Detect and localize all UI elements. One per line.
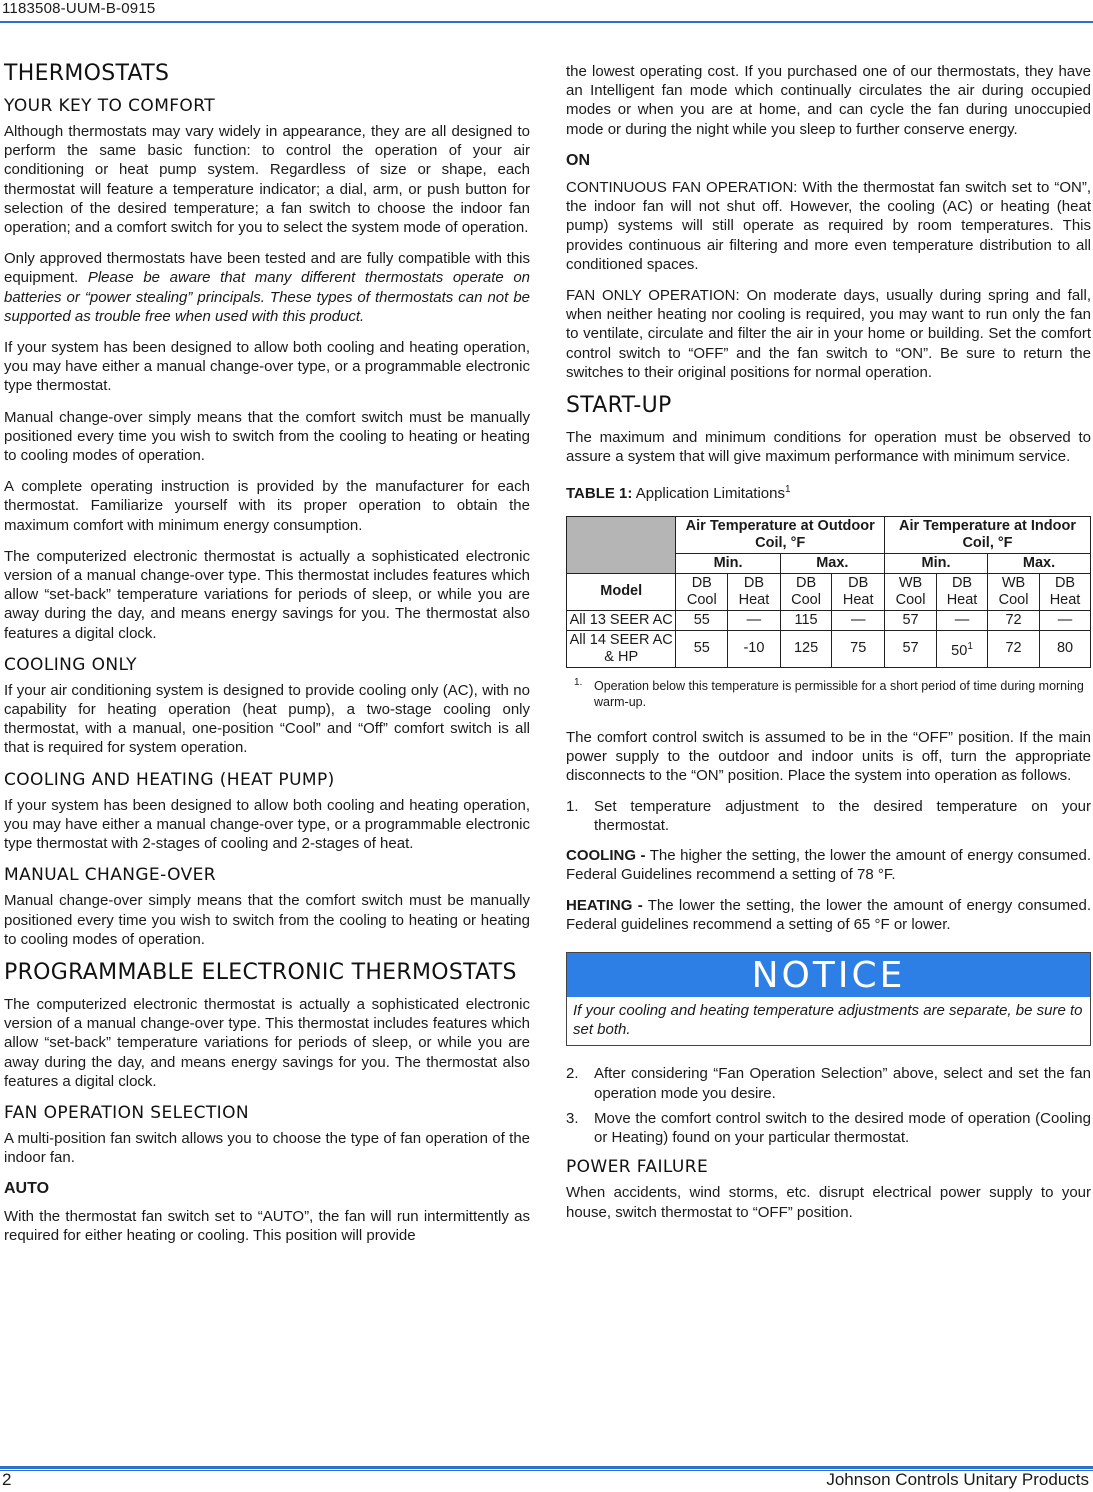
paragraph: Manual change-over simply means that the comfort switch must be manually positioned every time you wish to switch from the cooling to heating or heating to cooling modes of operation. <box>4 892 530 948</box>
indoor-coil-header: Air Temperature at Indoor Coil, °F <box>885 516 1091 553</box>
table-cell: 72 <box>987 630 1039 667</box>
paragraph: Although thermostats may vary widely in appearance, they are all designed to perform the same basic function: to control the operation of your air conditioning or heat pump system. Regardless of size or shape, each thermostat will feature a temperature indicator; a dial, arm, or push button for selection of the desired temperature; a fan switch to choose the indoor fan operation; and a comfort switch for you to select the system mode of operation. <box>4 123 530 237</box>
heading-cooling-only: COOLING ONLY <box>4 654 137 675</box>
section-title-programmable: PROGRAMMABLE ELECTRONIC THERMOSTATS <box>4 959 517 985</box>
subcol-header: DB Heat <box>728 573 781 610</box>
page-number: 2 <box>2 1470 12 1489</box>
outdoor-max-header: Max. <box>780 553 884 573</box>
left-column <box>4 58 530 1257</box>
notice-box <box>566 952 1091 1046</box>
subcol-header: WB Cool <box>885 573 937 610</box>
table-cell: 115 <box>780 610 832 630</box>
section-title-start-up: START-UP <box>566 393 672 419</box>
table-row <box>567 610 1091 630</box>
table-cell: 55 <box>676 610 728 630</box>
paragraph: A complete operating instruction is provided by the manufacturer for each thermostat. Familiarize yourself with its proper operation to obtain the maximum comfort with minimum energy consumption. <box>4 478 530 534</box>
table-cell: — <box>1040 610 1091 630</box>
heading-cooling-and-heating: COOLING AND HEATING (HEAT PUMP) <box>4 769 335 790</box>
subcol-header: DB Cool <box>676 573 728 610</box>
heading-manual-change-over: MANUAL CHANGE-OVER <box>4 865 216 886</box>
paragraph: A multi-position fan switch allows you to choose the type of fan operation of the indoor fan. <box>4 1129 530 1167</box>
table-cell: 55 <box>676 630 728 667</box>
paragraph: FAN ONLY OPERATION: On moderate days, usually during spring and fall, when neither heating nor cooling is required, you may want to run only the fan to ventilate, circulate and filter the air in your home or building. Set the comfort control switch to “OFF” and the fan switch to “ON”. Be sure to return the switches to their original positions for normal operation. <box>566 287 1091 381</box>
startup-steps <box>566 797 1091 835</box>
heading-on: ON <box>566 151 590 169</box>
table-cell: 57 <box>885 610 937 630</box>
header-rule <box>0 21 1093 23</box>
table-cell: -10 <box>728 630 781 667</box>
heading-auto: AUTO <box>4 1180 50 1198</box>
outdoor-min-header: Min. <box>676 553 780 573</box>
subcol-header: DB Heat <box>937 573 988 610</box>
subcol-header: DB Heat <box>1040 573 1091 610</box>
table-cell: All 13 SEER AC <box>567 610 676 630</box>
subcol-header: DB Heat <box>832 573 885 610</box>
heading-power-failure: POWER FAILURE <box>566 1157 709 1178</box>
table-cell: 80 <box>1040 630 1091 667</box>
paragraph: CONTINUOUS FAN OPERATION: With the thermostat fan switch set to “ON”, the indoor fan will not shut off. However, the cooling (AC) or heating (heat pump) systems will still operate as required by room temperatures. This provides continuous air filtering and more even temperature distribution to all conditioned spaces. <box>566 179 1091 273</box>
paragraph: With the thermostat fan switch set to “AUTO”, the fan will run intermittently as required for either heating or cooling. This position will provide <box>4 1207 530 1244</box>
section-title-thermostats: THERMOSTATS <box>4 61 170 86</box>
list-item: 3. Move the comfort control switch to the desired mode of operation (Cooling or Heating) found on your particular thermostat. <box>566 1109 1091 1147</box>
subcol-header: WB Cool <box>987 573 1039 610</box>
paragraph: If your system has been designed to allow both cooling and heating operation, you may have either a manual change-over type, or a programmable electronic type thermostat with 2-stages of cooling and 2-stages of heat. <box>4 796 530 853</box>
notice-title: NOTICE <box>567 953 1090 997</box>
document-code: 1183508-UUM-B-0915 <box>2 0 156 17</box>
table-cell: — <box>937 610 988 630</box>
indoor-min-header: Min. <box>885 553 988 573</box>
list-item: 1. Set temperature adjustment to the desired temperature on your thermostat. <box>566 798 1091 835</box>
list-item: 2. After considering “Fan Operation Selection” above, select and set the fan operation mode you desire. <box>566 1065 1091 1102</box>
subcol-header: DB Cool <box>780 573 832 610</box>
table-footnote: 1. Operation below this temperature is permissible for a short period of time during morning warm-up. <box>574 676 1084 709</box>
paragraph: HEATING - The lower the setting, the lower the amount of energy consumed. Federal guidelines recommend a setting of 65 °F or lower. <box>566 897 1091 934</box>
paragraph: The comfort control switch is assumed to be in the “OFF” position. If the main power supply to the outdoor and indoor units is off, turn the appropriate disconnects to the “ON” position. Place the system into operation as follows. <box>566 728 1091 785</box>
paragraph: If your air conditioning system is designed to provide cooling only (AC), with no capability for heating operation (heat pump), a two-stage cooling only thermostat, with a manual, one-position “Cool” and “Off” comfort switch is all that is required for system operation. <box>4 681 530 757</box>
table-cell: 57 <box>885 630 937 667</box>
outdoor-coil-header: Air Temperature at Outdoor Coil, °F <box>676 516 885 553</box>
startup-steps-continued <box>566 1064 1091 1147</box>
table-cell: All 14 SEER AC & HP <box>567 630 676 667</box>
application-limitations-table <box>566 516 1091 668</box>
paragraph: If your system has been designed to allow both cooling and heating operation, you may have either a manual change-over type, or a programmable electronic type thermostat. <box>4 339 530 395</box>
table-cell: — <box>832 610 885 630</box>
table-cell: 72 <box>987 610 1039 630</box>
table-cell: — <box>728 610 781 630</box>
heading-fan-operation: FAN OPERATION SELECTION <box>4 1102 249 1123</box>
paragraph: The maximum and minimum conditions for operation must be observed to assure a system that will give maximum performance with minimum service. <box>566 429 1091 466</box>
table-caption: TABLE 1: Application Limitations$^1$ <box>566 484 791 503</box>
paragraph: The computerized electronic thermostat is actually a sophisticated electronic version of a manual change-over type. This thermostat includes features which allow “set-back” temperature variations for periods of sleep, or while you are away during the day, and means energy savings for you. The thermostat also features a digital clock. <box>4 995 530 1090</box>
company-name: Johnson Controls Unitary Products <box>826 1470 1089 1489</box>
heading-your-key-to-comfort: YOUR KEY TO COMFORT <box>4 96 215 116</box>
notice-text: If your cooling and heating temperature adjustments are separate, be sure to set both. <box>573 1002 1083 1039</box>
table-cell: 125 <box>780 630 832 667</box>
table-corner <box>567 516 676 573</box>
paragraph: the lowest operating cost. If you purchased one of our thermostats, they have an Intelligent fan mode which continually circulates the air during occupied modes or when you are at home, and can cycle the fan during unoccupied mode or during the night while you sleep to further conserve energy. <box>566 63 1091 138</box>
warning-italic-text: Please be aware that many different thermostats operate on batteries or “power stealing” principals. These types of thermostats can not be supported as trouble free when used with this product. <box>4 269 531 325</box>
indoor-max-header: Max. <box>987 553 1090 573</box>
paragraph: The computerized electronic thermostat is actually a sophisticated electronic version of a manual change-over type. This thermostat includes features which allow “set-back” temperature variations for periods of sleep, or while you are away during the day, and means energy savings for you. The thermostat also features a digital clock. <box>4 547 530 642</box>
paragraph: When accidents, wind storms, etc. disrupt electrical power supply to your house, switch thermostat to “OFF” position. <box>566 1184 1091 1221</box>
model-header: Model <box>567 573 676 610</box>
paragraph: Manual change-over simply means that the comfort switch must be manually positioned every time you wish to switch from the cooling to heating or heating to cooling modes of operation. <box>4 408 530 465</box>
table-cell: 75 <box>832 630 885 667</box>
table-row <box>567 630 1091 667</box>
right-column <box>566 62 1091 1234</box>
paragraph: COOLING - The higher the setting, the lower the amount of energy consumed. Federal Guidelines recommend a setting of 78 °F. <box>566 846 1091 883</box>
table-cell: $50^1$ <box>937 630 988 667</box>
footer-rule <box>0 1466 1093 1469</box>
paragraph: Only approved thermostats have been tested and are fully compatible with this equipment. Please be aware that many different thermostats operate on batteries or “power stealing” principals. These types of thermostats can not be supported as trouble free when used with this product. <box>4 250 531 325</box>
